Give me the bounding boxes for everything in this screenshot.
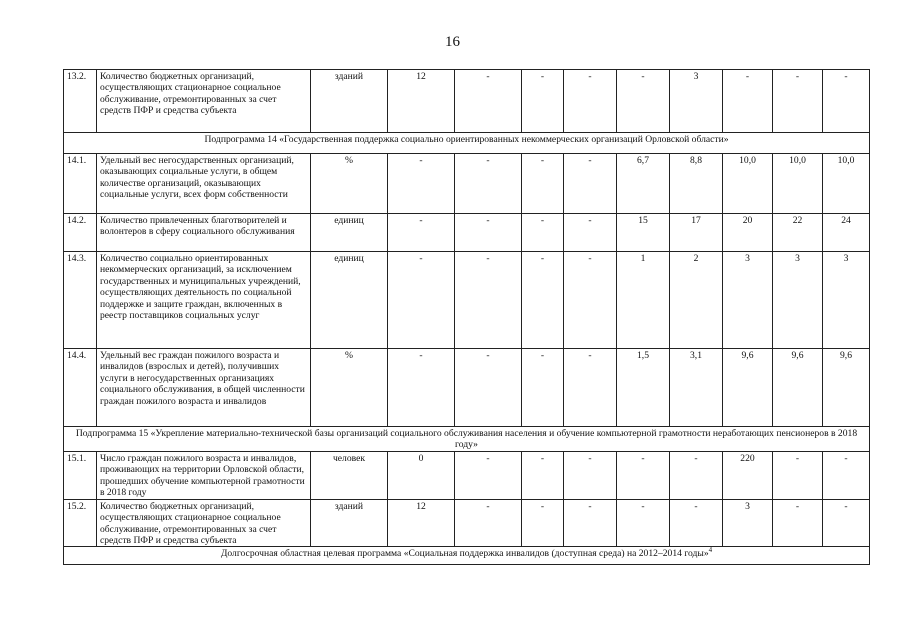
value-cell: - xyxy=(522,349,564,427)
value-cell: - xyxy=(455,451,522,499)
row-number: 15.2. xyxy=(64,499,97,547)
table-row xyxy=(64,154,870,214)
value-cell: 10,0 xyxy=(723,154,773,214)
value-cell: - xyxy=(564,349,617,427)
unit-cell: % xyxy=(311,154,388,214)
row-number: 13.2. xyxy=(64,70,97,133)
value-cell: 10,0 xyxy=(773,154,823,214)
row-number: 14.1. xyxy=(64,154,97,214)
table-row xyxy=(64,252,870,349)
value-cell: 20 xyxy=(723,214,773,252)
value-cell: - xyxy=(522,252,564,349)
value-cell: 8,8 xyxy=(670,154,723,214)
table-body xyxy=(64,70,870,565)
page-number: 16 xyxy=(445,34,460,50)
value-cell: 3 xyxy=(723,252,773,349)
value-cell: - xyxy=(617,499,670,547)
table-row xyxy=(64,214,870,252)
value-cell: - xyxy=(823,70,870,133)
value-cell: - xyxy=(773,451,823,499)
value-cell: - xyxy=(522,499,564,547)
table-row xyxy=(64,70,870,133)
indicator-name: Число граждан пожилого возраста и инвалидов, проживающих на территории Орловской области, прошедших обучение компьютерной грамотности в 2018 году xyxy=(97,451,311,499)
value-cell: - xyxy=(564,499,617,547)
program-title: Долгосрочная областная целевая программа «Социальная поддержка инвалидов (доступная среда) на 2012–2014 годы» xyxy=(220,548,709,560)
subprogram-row xyxy=(64,133,870,154)
value-cell: - xyxy=(388,214,455,252)
value-cell: 22 xyxy=(773,214,823,252)
value-cell: - xyxy=(564,252,617,349)
row-number: 14.2. xyxy=(64,214,97,252)
value-cell: - xyxy=(455,70,522,133)
value-cell: - xyxy=(773,499,823,547)
value-cell: - xyxy=(823,499,870,547)
value-cell: - xyxy=(723,70,773,133)
value-cell: - xyxy=(522,451,564,499)
program-title-cell xyxy=(64,547,870,565)
indicator-name: Количество привлеченных благотворителей и волонтеров в сферу социального обслуживания xyxy=(97,214,311,252)
value-cell: 3 xyxy=(670,70,723,133)
value-cell: 3 xyxy=(823,252,870,349)
row-number: 14.3. xyxy=(64,252,97,349)
table-row xyxy=(64,451,870,499)
value-cell: - xyxy=(455,499,522,547)
indicator-name: Удельный вес граждан пожилого возраста и инвалидов (взрослых и детей), получивших услуги в негосударственных организациях социального обслуживания, в общей численности граждан пожилого возраста и инвалидов xyxy=(97,349,311,427)
unit-cell: единиц xyxy=(311,252,388,349)
unit-cell: % xyxy=(311,349,388,427)
program-row xyxy=(64,547,870,565)
value-cell: - xyxy=(455,214,522,252)
indicator-name: Количество бюджетных организаций, осуществляющих стационарное социальное обслуживание, отремонтированных за счет средств ПФР и средства субъекта xyxy=(97,499,311,547)
value-cell: 0 xyxy=(388,451,455,499)
value-cell: 1,5 xyxy=(617,349,670,427)
value-cell: - xyxy=(773,70,823,133)
value-cell: - xyxy=(388,349,455,427)
value-cell: - xyxy=(455,252,522,349)
subprogram-title: Подпрограмма 15 «Укрепление материально-технической базы организаций социального обслуживания населения и обучение компьютерной грамотности неработающих пенсионеров в 2018 году» xyxy=(64,427,870,452)
value-cell: 6,7 xyxy=(617,154,670,214)
value-cell: 9,6 xyxy=(823,349,870,427)
value-cell: 9,6 xyxy=(723,349,773,427)
value-cell: - xyxy=(388,154,455,214)
row-number: 15.1. xyxy=(64,451,97,499)
value-cell: 3 xyxy=(773,252,823,349)
table-row xyxy=(64,349,870,427)
indicator-name: Удельный вес негосударственных организаций, оказывающих социальные услуги, в общем количестве организаций, оказывающих социальные услуги, всех форм собственности xyxy=(97,154,311,214)
value-cell: - xyxy=(564,214,617,252)
value-cell: - xyxy=(617,451,670,499)
value-cell: - xyxy=(455,154,522,214)
value-cell: - xyxy=(670,499,723,547)
value-cell: - xyxy=(564,451,617,499)
value-cell: 9,6 xyxy=(773,349,823,427)
row-number: 14.4. xyxy=(64,349,97,427)
value-cell: 12 xyxy=(388,499,455,547)
value-cell: - xyxy=(823,451,870,499)
value-cell: 220 xyxy=(723,451,773,499)
value-cell: 3,1 xyxy=(670,349,723,427)
value-cell: - xyxy=(670,451,723,499)
unit-cell: человек xyxy=(311,451,388,499)
indicator-name: Количество бюджетных организаций, осуществляющих стационарное социальное обслуживание, отремонтированных за счет средств ПФР и средства субъекта xyxy=(97,70,311,133)
value-cell: 12 xyxy=(388,70,455,133)
value-cell: - xyxy=(522,154,564,214)
value-cell: - xyxy=(564,70,617,133)
unit-cell: зданий xyxy=(311,70,388,133)
table-row xyxy=(64,499,870,547)
indicators-table xyxy=(63,69,870,565)
value-cell: - xyxy=(522,70,564,133)
value-cell: - xyxy=(455,349,522,427)
indicator-name: Количество социально ориентированных некоммерческих организаций, за исключением государственных и муниципальных учреждений, осуществляющих деятельность по социальной поддержке и защите граждан, включенных в реестр поставщиков социальных услуг xyxy=(97,252,311,349)
value-cell: 3 xyxy=(723,499,773,547)
unit-cell: зданий xyxy=(311,499,388,547)
subprogram-title: Подпрограмма 14 «Государственная поддержка социально ориентированных некоммерческих организаций Орловской области» xyxy=(64,133,870,154)
footnote-marker: 4 xyxy=(708,546,713,555)
value-cell: 1 xyxy=(617,252,670,349)
value-cell: - xyxy=(522,214,564,252)
subprogram-row xyxy=(64,427,870,452)
unit-cell: единиц xyxy=(311,214,388,252)
value-cell: - xyxy=(617,70,670,133)
value-cell: 10,0 xyxy=(823,154,870,214)
value-cell: 15 xyxy=(617,214,670,252)
value-cell: - xyxy=(564,154,617,214)
value-cell: 2 xyxy=(670,252,723,349)
value-cell: 17 xyxy=(670,214,723,252)
value-cell: 24 xyxy=(823,214,870,252)
value-cell: - xyxy=(388,252,455,349)
